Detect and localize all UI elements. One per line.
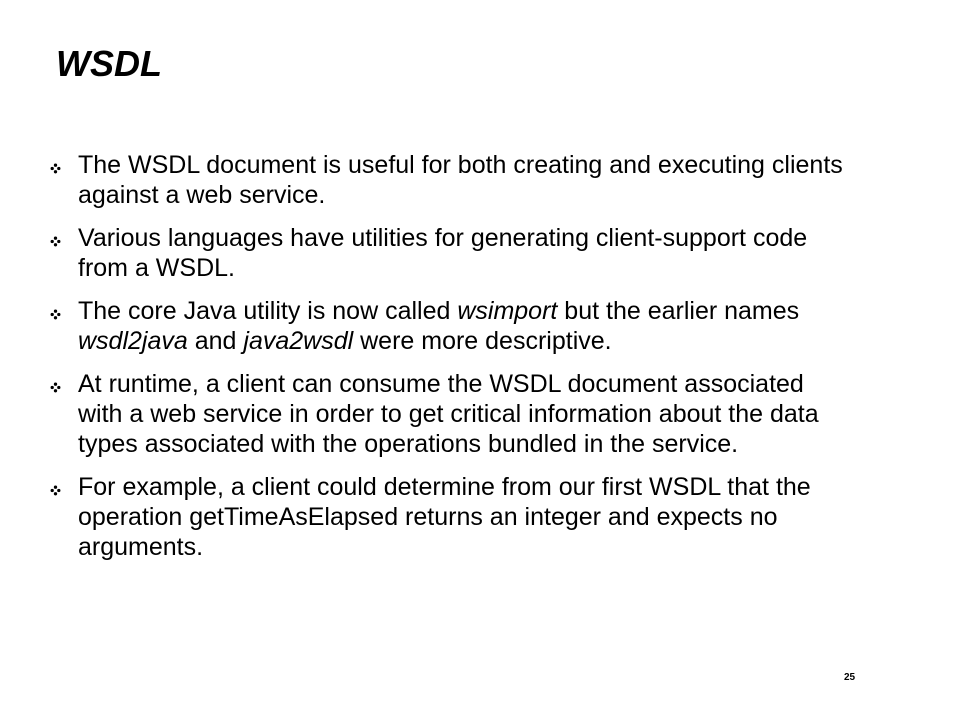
bullet-item bbox=[48, 296, 848, 356]
bullet-text: The WSDL document is useful for both creating and executing clients against a web service. bbox=[78, 151, 843, 209]
bullet-text: At runtime, a client can consume the WSDL document associated with a web service in order to get critical information about the data types associated with the operations bundled in the service. bbox=[78, 370, 819, 458]
bullet-list bbox=[48, 150, 848, 575]
bullet-text: Various languages have utilities for generating client-support code from a WSDL. bbox=[78, 224, 808, 282]
bullet-item bbox=[48, 150, 848, 210]
diamond-dots-icon bbox=[48, 472, 78, 502]
diamond-dots-icon bbox=[48, 223, 78, 253]
command-name: wsdl2java bbox=[78, 327, 188, 355]
diamond-dots-icon bbox=[48, 296, 78, 326]
bullet-text: The core Java utility is now called wsimport but the earlier names wsdl2java and java2wsdl were more descriptive. bbox=[78, 297, 800, 355]
command-name: java2wsdl bbox=[243, 327, 354, 355]
diamond-dots-icon bbox=[48, 369, 78, 399]
bullet-text: For example, a client could determine from our first WSDL that the operation getTimeAsElapsed returns an integer and expects no arguments. bbox=[78, 473, 811, 561]
page-number: 25 bbox=[844, 672, 856, 683]
slide-title: WSDL bbox=[56, 43, 162, 84]
bullet-item bbox=[48, 369, 848, 459]
command-name: wsimport bbox=[457, 297, 558, 325]
bullet-item bbox=[48, 223, 848, 283]
diamond-dots-icon bbox=[48, 150, 78, 180]
bullet-item bbox=[48, 472, 848, 562]
